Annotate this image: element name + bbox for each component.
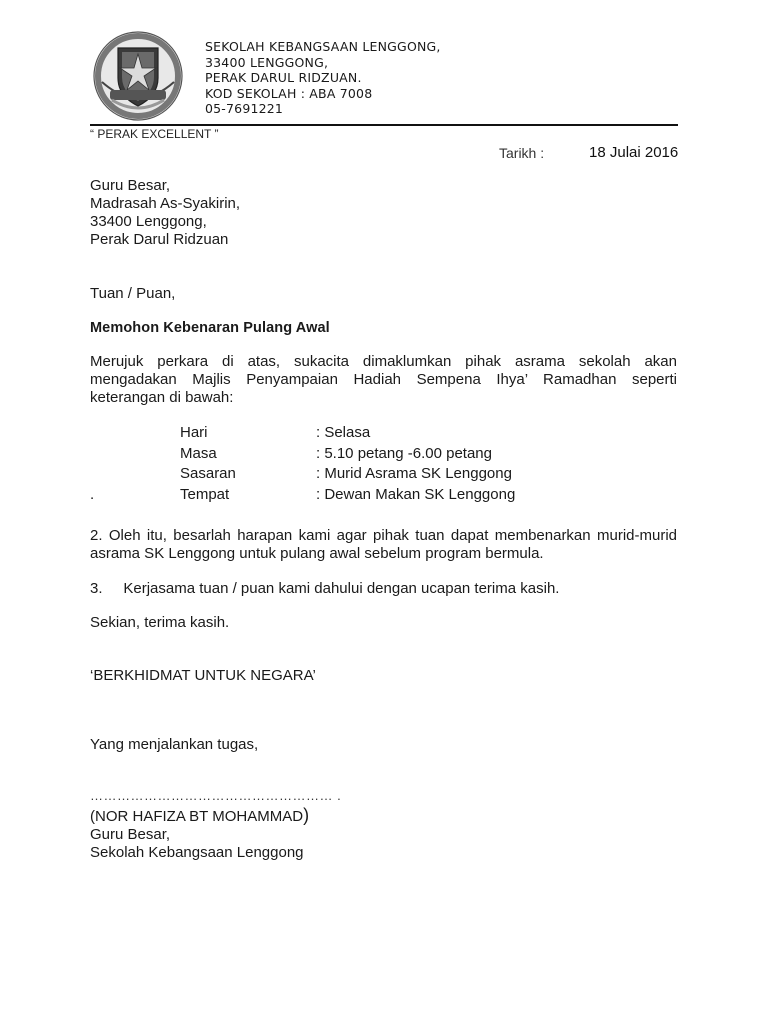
recipient-line: 33400 Lenggong, (90, 213, 207, 230)
paragraph-intro (90, 353, 677, 407)
detail-row-hari (90, 424, 650, 445)
school-phone: 05-7691221 (205, 101, 284, 116)
recipient-line: Guru Besar, (90, 177, 171, 194)
signature-block (90, 806, 309, 862)
school-code: KOD SEKOLAH : ABA 7008 (205, 85, 373, 101)
school-name: SEKOLAH KEBANGSAAN LENGGONG, (205, 39, 441, 54)
school-crest-icon (92, 30, 184, 122)
signatory-name-close: ) (303, 805, 310, 825)
subject-heading: Memohon Kebenaran Pulang Awal (90, 320, 330, 336)
detail-row-masa (90, 445, 650, 466)
detail-value: : Murid Asrama SK Lenggong (316, 465, 512, 482)
detail-row-tempat (90, 486, 650, 507)
event-details (90, 424, 650, 506)
recipient-line: Madrasah As-Syakirin, (90, 195, 241, 212)
paragraph-line: 2. Oleh itu, besarlah harapan kami agar pihak tuan dapat membenarkan murid-murid (90, 527, 677, 544)
school-state: PERAK DARUL RIDZUAN. (205, 70, 362, 85)
salutation: Tuan / Puan, (90, 285, 176, 302)
motto: “ PERAK EXCELLENT ” (90, 127, 219, 141)
closing-line: Sekian, terima kasih. (90, 614, 230, 631)
signature-line: ……………………………………………… . (90, 788, 342, 803)
date-label: Tarikh : (499, 145, 545, 161)
paragraph-line: Merujuk perkara di atas, sukacita dimaklumkan pihak asrama sekolah akan (90, 353, 677, 370)
header-divider (90, 124, 678, 126)
paragraph-line: asrama SK Lenggong untuk pulang awal sebelum program bermula. (90, 545, 544, 562)
school-address-block (205, 39, 645, 116)
school-postcode: 33400 LENGGONG, (205, 54, 329, 70)
date-value: 18 Julai 2016 (589, 144, 679, 161)
paragraph-line: keterangan di bawah: (90, 389, 234, 406)
detail-value: : Dewan Makan SK Lenggong (316, 485, 516, 503)
detail-label: Masa (180, 444, 217, 462)
detail-label: Hari (180, 424, 208, 441)
detail-value: : Selasa (316, 424, 371, 441)
signatory-title: Guru Besar, (90, 826, 171, 843)
paragraph-line: mengadakan Majlis Penyampaian Hadiah Sempena Ihya’ Ramadhan seperti (90, 371, 677, 388)
detail-row-sasaran (90, 465, 650, 486)
detail-prefix: . (90, 485, 95, 503)
recipient-line: Perak Darul Ridzuan (90, 231, 229, 248)
duty-line: Yang menjalankan tugas, (90, 736, 259, 753)
recipient-address (90, 177, 240, 249)
detail-value: : 5.10 petang -6.00 petang (316, 444, 492, 462)
detail-label: Tempat (180, 485, 230, 503)
slogan: ‘BERKHIDMAT UNTUK NEGARA’ (90, 667, 316, 684)
paragraph-thanks: 3. Kerjasama tuan / puan kami dahului dengan ucapan terima kasih. (90, 580, 560, 597)
paragraph-request (90, 527, 677, 563)
detail-label: Sasaran (180, 465, 236, 482)
signatory-name: (NOR HAFIZA BT MOHAMMAD (90, 808, 304, 825)
signatory-name-row (90, 806, 309, 826)
signatory-org: Sekolah Kebangsaan Lenggong (90, 844, 304, 861)
